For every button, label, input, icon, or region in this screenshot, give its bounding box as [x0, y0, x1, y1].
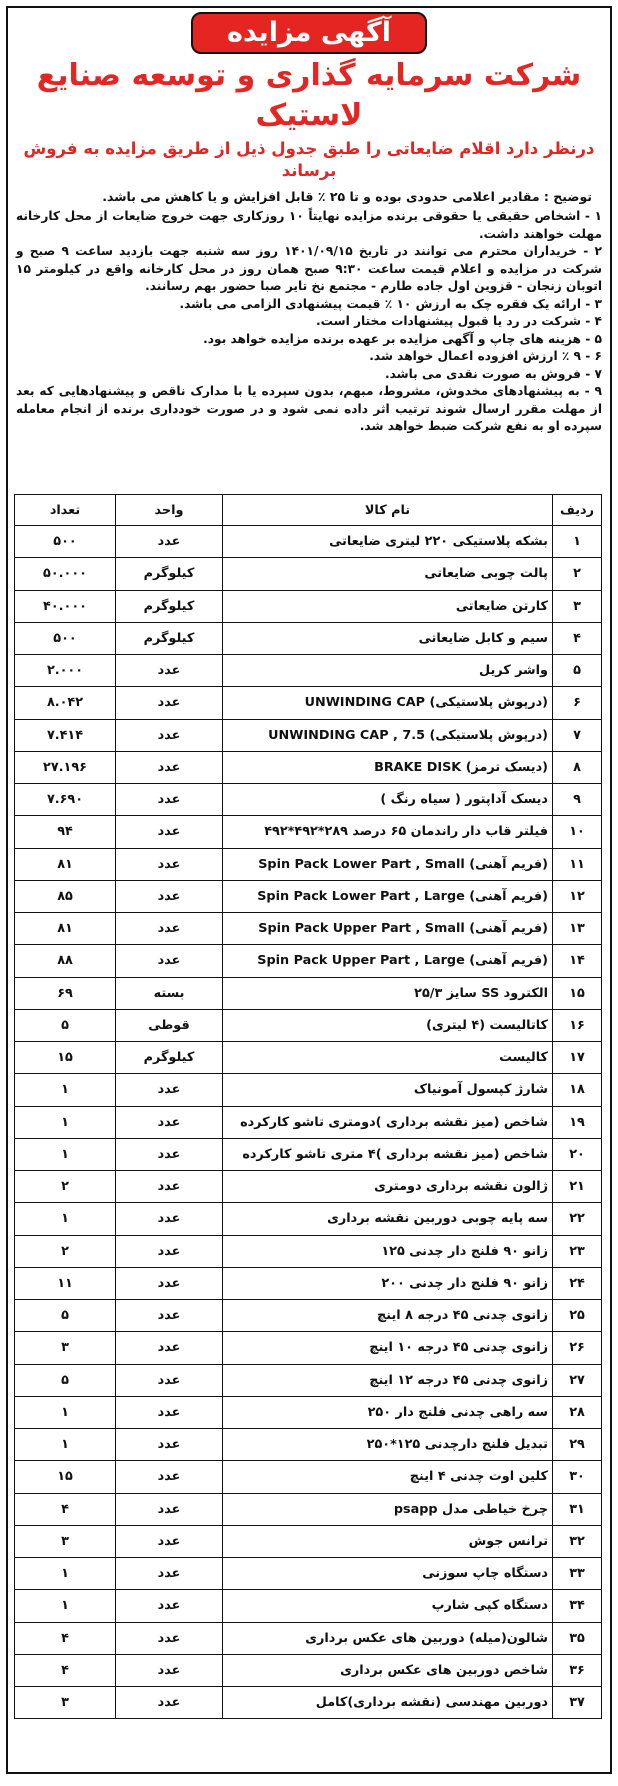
cell-unit: عدد: [116, 945, 223, 977]
cell-row-number: ۲۴: [553, 1267, 602, 1299]
cell-quantity: ۵۰۰: [15, 622, 116, 654]
cell-unit: عدد: [116, 526, 223, 558]
cell-item-name: شارژ کپسول آمونیاک: [223, 1074, 553, 1106]
cell-item-name: دستگاه کپی شارپ: [223, 1590, 553, 1622]
notice-subtitle: درنظر دارد اقلام ضایعاتی را طبق جدول ذیل از طریق مزایده به فروش برساند: [23, 139, 595, 180]
table-row: [15, 1654, 602, 1686]
cell-item-name: بشکه پلاستیکی ۲۲۰ لیتری ضایعاتی: [223, 526, 553, 558]
cell-item-name: سیم و کابل ضایعاتی: [223, 622, 553, 654]
cell-unit: عدد: [116, 880, 223, 912]
cell-unit: عدد: [116, 1235, 223, 1267]
table-header-row: [15, 495, 602, 526]
cell-row-number: ۲۰: [553, 1138, 602, 1170]
cell-unit: عدد: [116, 1558, 223, 1590]
cell-row-number: ۲۹: [553, 1429, 602, 1461]
cell-row-number: ۱۴: [553, 945, 602, 977]
cell-unit: عدد: [116, 1106, 223, 1138]
cell-quantity: ۱: [15, 1203, 116, 1235]
cell-row-number: ۹: [553, 784, 602, 816]
cell-row-number: ۳۰: [553, 1461, 602, 1493]
auction-notice: [6, 6, 612, 1774]
cell-row-number: ۱۳: [553, 913, 602, 945]
header-row-number: ردیف: [553, 495, 602, 526]
cell-unit: عدد: [116, 1074, 223, 1106]
cell-row-number: ۳۷: [553, 1687, 602, 1719]
cell-item-name: زانوی چدنی ۴۵ درجه ۸ اینچ: [223, 1300, 553, 1332]
cell-quantity: ۱: [15, 1590, 116, 1622]
cell-quantity: ۵۰۰: [15, 526, 116, 558]
cell-row-number: ۲۲: [553, 1203, 602, 1235]
table-row: [15, 687, 602, 719]
cell-item-name: (درپوش پلاستیکی) UNWINDING CAP: [223, 687, 553, 719]
cell-quantity: ۳: [15, 1525, 116, 1557]
cell-unit: بسته: [116, 977, 223, 1009]
cell-row-number: ۳۵: [553, 1622, 602, 1654]
table-row: [15, 1364, 602, 1396]
cell-quantity: ۱۵: [15, 1461, 116, 1493]
table-row: [15, 1300, 602, 1332]
cell-item-name: (دیسک ترمز) BRAKE DISK: [223, 751, 553, 783]
cell-quantity: ۶۹: [15, 977, 116, 1009]
items-table: [14, 494, 602, 1719]
cell-unit: عدد: [116, 1396, 223, 1428]
cell-row-number: ۳۴: [553, 1590, 602, 1622]
table-row: [15, 1429, 602, 1461]
cell-quantity: ۱: [15, 1138, 116, 1170]
cell-row-number: ۴: [553, 622, 602, 654]
company-name: شرکت سرمایه گذاری و توسعه صنایع لاستیک: [36, 58, 582, 133]
cell-unit: عدد: [116, 1171, 223, 1203]
cell-item-name: (فریم آهنی) Spin Pack Lower Part , Small: [223, 848, 553, 880]
cell-unit: عدد: [116, 1267, 223, 1299]
table-row: [15, 1525, 602, 1557]
cell-item-name: کاتالیست (۴ لیتری): [223, 1009, 553, 1041]
table-row: [15, 1687, 602, 1719]
notice-note: توضیح : مقادیر اعلامی حدودی بوده و تا ۲۵ ٪ قابل افزایش و یا کاهش می باشد.: [102, 189, 592, 204]
cell-unit: عدد: [116, 719, 223, 751]
cell-row-number: ۱۶: [553, 1009, 602, 1041]
cell-quantity: ۱۱: [15, 1267, 116, 1299]
term-item: ۴ - شرکت در رد یا قبول پیشنهادات مختار است.: [316, 314, 602, 328]
table-row: [15, 1138, 602, 1170]
term-item: ۶ - ۹ ٪ ارزش افزوده اعمال خواهد شد.: [369, 349, 602, 363]
cell-unit: عدد: [116, 1364, 223, 1396]
cell-item-name: شالون(میله) دوربین های عکس برداری: [223, 1622, 553, 1654]
cell-unit: عدد: [116, 1300, 223, 1332]
table-row: [15, 1493, 602, 1525]
cell-row-number: ۲۳: [553, 1235, 602, 1267]
cell-quantity: ۱: [15, 1074, 116, 1106]
cell-item-name: تبدیل فلنج دارچدنی ۱۲۵*۲۵۰: [223, 1429, 553, 1461]
cell-item-name: شاخص دوربین های عکس برداری: [223, 1654, 553, 1686]
table-row: [15, 1171, 602, 1203]
table-row: [15, 945, 602, 977]
table-row: [15, 1235, 602, 1267]
table-row: [15, 1590, 602, 1622]
cell-item-name: زانوی چدنی ۴۵ درجه ۱۰ اینچ: [223, 1332, 553, 1364]
table-row: [15, 1106, 602, 1138]
terms-list: [16, 208, 602, 436]
cell-unit: عدد: [116, 751, 223, 783]
cell-item-name: دستگاه چاپ سوزنی: [223, 1558, 553, 1590]
cell-item-name: کلین اوت چدنی ۴ اینچ: [223, 1461, 553, 1493]
cell-item-name: زانوی چدنی ۴۵ درجه ۱۲ اینچ: [223, 1364, 553, 1396]
cell-item-name: (فریم آهنی) Spin Pack Upper Part , Small: [223, 913, 553, 945]
cell-quantity: ۵: [15, 1364, 116, 1396]
cell-unit: کیلوگرم: [116, 558, 223, 590]
cell-row-number: ۶: [553, 687, 602, 719]
cell-quantity: ۱: [15, 1429, 116, 1461]
cell-item-name: (درپوش پلاستیکی) UNWINDING CAP , 7.5: [223, 719, 553, 751]
cell-row-number: ۳: [553, 590, 602, 622]
cell-item-name: ترانس جوش: [223, 1525, 553, 1557]
cell-item-name: فیلتر قاب دار راندمان ۶۵ درصد ۲۸۹*۴۹۲*۴۹۲: [223, 816, 553, 848]
table-row: [15, 1009, 602, 1041]
table-row: [15, 1558, 602, 1590]
term-item: ۱ - اشخاص حقیقی یا حقوقی برنده مزایده نهایتاً ۱۰ روزکاری جهت خروج ضایعات از محل کارخانه مهلت خواهند داشت.: [16, 209, 602, 241]
cell-quantity: ۲۷.۱۹۶: [15, 751, 116, 783]
cell-quantity: ۵۰.۰۰۰: [15, 558, 116, 590]
table-row: [15, 590, 602, 622]
cell-unit: عدد: [116, 1654, 223, 1686]
cell-quantity: ۳: [15, 1687, 116, 1719]
cell-unit: عدد: [116, 848, 223, 880]
cell-quantity: ۱: [15, 1558, 116, 1590]
cell-item-name: واشر کریل: [223, 655, 553, 687]
cell-unit: کیلوگرم: [116, 1042, 223, 1074]
cell-row-number: ۲۵: [553, 1300, 602, 1332]
cell-item-name: کالیست: [223, 1042, 553, 1074]
term-item: ۷ - فروش به صورت نقدی می باشد.: [384, 366, 602, 381]
cell-quantity: ۱: [15, 1106, 116, 1138]
cell-unit: عدد: [116, 816, 223, 848]
cell-unit: عدد: [116, 655, 223, 687]
cell-row-number: ۳۲: [553, 1525, 602, 1557]
cell-row-number: ۲۱: [553, 1171, 602, 1203]
cell-unit: کیلوگرم: [116, 622, 223, 654]
cell-quantity: ۲: [15, 1171, 116, 1203]
cell-quantity: ۴: [15, 1622, 116, 1654]
cell-row-number: ۷: [553, 719, 602, 751]
cell-row-number: ۸: [553, 751, 602, 783]
cell-item-name: چرخ خیاطی مدل psapp: [223, 1493, 553, 1525]
table-row: [15, 816, 602, 848]
table-row: [15, 848, 602, 880]
cell-unit: عدد: [116, 1332, 223, 1364]
header-quantity: تعداد: [15, 495, 116, 526]
cell-item-name: الکترود SS سایز ۲۵/۳: [223, 977, 553, 1009]
cell-row-number: ۲۸: [553, 1396, 602, 1428]
cell-row-number: ۱۹: [553, 1106, 602, 1138]
cell-unit: عدد: [116, 1429, 223, 1461]
table-row: [15, 719, 602, 751]
cell-item-name: (فریم آهنی) Spin Pack Upper Part , Large: [223, 945, 553, 977]
table-row: [15, 558, 602, 590]
cell-unit: عدد: [116, 1203, 223, 1235]
cell-row-number: ۱: [553, 526, 602, 558]
table-row: [15, 526, 602, 558]
cell-item-name: سه پایه چوبی دوربین نقشه برداری: [223, 1203, 553, 1235]
cell-quantity: ۸.۰۴۲: [15, 687, 116, 719]
cell-item-name: ژالون نقشه برداری دومتری: [223, 1171, 553, 1203]
cell-quantity: ۵: [15, 1300, 116, 1332]
term-item: ۲ - خریداران محترم می توانند در تاریخ ۱۴۰۱/۰۹/۱۵ روز سه شنبه جهت بازدید ساعت ۹ صبح و شرکت در مزایده و اعلام قیمت ساعت ۹:۳۰ صبح همان روز در محل کارخانه واقع در کیلومتر ۱۵ اتوبان زنجان - قزوین اول جاده طارم - مجتمع نخ تایر صبا حضور بهم رسانند.: [16, 244, 602, 293]
cell-unit: عدد: [116, 913, 223, 945]
header-item-name: نام کالا: [223, 495, 553, 526]
table-row: [15, 655, 602, 687]
cell-quantity: ۸۸: [15, 945, 116, 977]
cell-unit: عدد: [116, 1525, 223, 1557]
cell-row-number: ۱۲: [553, 880, 602, 912]
cell-unit: کیلوگرم: [116, 590, 223, 622]
notice-banner: آگهی مزایده: [191, 12, 427, 54]
cell-quantity: ۱۵: [15, 1042, 116, 1074]
cell-quantity: ۴: [15, 1493, 116, 1525]
cell-item-name: سه راهی چدنی فلنج دار ۲۵۰: [223, 1396, 553, 1428]
cell-quantity: ۹۴: [15, 816, 116, 848]
table-row: [15, 751, 602, 783]
cell-unit: عدد: [116, 1590, 223, 1622]
cell-row-number: ۲: [553, 558, 602, 590]
table-row: [15, 880, 602, 912]
table-row: [15, 1203, 602, 1235]
cell-row-number: ۱۸: [553, 1074, 602, 1106]
table-row: [15, 977, 602, 1009]
cell-unit: عدد: [116, 784, 223, 816]
cell-quantity: ۵: [15, 1009, 116, 1041]
cell-row-number: ۲۶: [553, 1332, 602, 1364]
cell-quantity: ۱: [15, 1396, 116, 1428]
cell-item-name: زانو ۹۰ فلنج دار چدنی ۱۲۵: [223, 1235, 553, 1267]
cell-unit: عدد: [116, 1493, 223, 1525]
cell-quantity: ۴۰.۰۰۰: [15, 590, 116, 622]
table-row: [15, 622, 602, 654]
cell-row-number: ۱۰: [553, 816, 602, 848]
header-unit: واحد: [116, 495, 223, 526]
cell-item-name: زانو ۹۰ فلنج دار چدنی ۲۰۰: [223, 1267, 553, 1299]
table-row: [15, 1042, 602, 1074]
cell-unit: عدد: [116, 1622, 223, 1654]
table-row: [15, 913, 602, 945]
term-item: ۵ - هزینه های چاپ و آگهی مزایده بر عهده برنده مزایده خواهد بود.: [203, 331, 602, 346]
table-row: [15, 1332, 602, 1364]
cell-row-number: ۱۱: [553, 848, 602, 880]
cell-unit: عدد: [116, 1687, 223, 1719]
cell-item-name: کارتن ضایعاتی: [223, 590, 553, 622]
cell-item-name: شاخص (میز نقشه برداری )دومتری تاشو کارکرده: [223, 1106, 553, 1138]
cell-item-name: (فریم آهنی) Spin Pack Lower Part , Large: [223, 880, 553, 912]
table-row: [15, 1396, 602, 1428]
cell-row-number: ۱۵: [553, 977, 602, 1009]
table-row: [15, 1267, 602, 1299]
cell-row-number: ۳۶: [553, 1654, 602, 1686]
cell-quantity: ۲: [15, 1235, 116, 1267]
cell-quantity: ۷.۴۱۴: [15, 719, 116, 751]
term-item: ۹ - به پیشنهادهای مخدوش، مشروط، مبهم، بدون سپرده یا با مدارک ناقص و پیشنهادهایی که بعد از مهلت مقرر ارسال شوند ترتیب اثر داده نمی شود و در صورت خودداری برنده از انجام معامله سپرده او به نفع شرکت ضبط خواهد شد.: [16, 384, 602, 433]
cell-row-number: ۵: [553, 655, 602, 687]
cell-item-name: پالت چوبی ضایعاتی: [223, 558, 553, 590]
cell-quantity: ۸۱: [15, 848, 116, 880]
cell-quantity: ۷.۶۹۰: [15, 784, 116, 816]
term-item: ۳ - ارائه یک فقره چک به ارزش ۱۰ ٪ قیمت پیشنهادی الزامی می باشد.: [179, 296, 602, 311]
table-row: [15, 1074, 602, 1106]
cell-row-number: ۳۳: [553, 1558, 602, 1590]
cell-item-name: دوربین مهندسی (نقشه برداری)کامل: [223, 1687, 553, 1719]
cell-row-number: ۳۱: [553, 1493, 602, 1525]
table-row: [15, 784, 602, 816]
cell-unit: قوطی: [116, 1009, 223, 1041]
table-row: [15, 1622, 602, 1654]
cell-quantity: ۸۵: [15, 880, 116, 912]
cell-quantity: ۳: [15, 1332, 116, 1364]
cell-row-number: ۱۷: [553, 1042, 602, 1074]
cell-quantity: ۸۱: [15, 913, 116, 945]
cell-row-number: ۲۷: [553, 1364, 602, 1396]
table-row: [15, 1461, 602, 1493]
cell-quantity: ۲.۰۰۰: [15, 655, 116, 687]
banner-wrap: [8, 8, 610, 52]
cell-unit: عدد: [116, 1138, 223, 1170]
cell-item-name: دیسک آداپتور ( سیاه رنگ ): [223, 784, 553, 816]
cell-unit: عدد: [116, 687, 223, 719]
cell-item-name: شاخص (میز نقشه برداری )۴ متری تاشو کارکرده: [223, 1138, 553, 1170]
cell-quantity: ۴: [15, 1654, 116, 1686]
cell-unit: عدد: [116, 1461, 223, 1493]
